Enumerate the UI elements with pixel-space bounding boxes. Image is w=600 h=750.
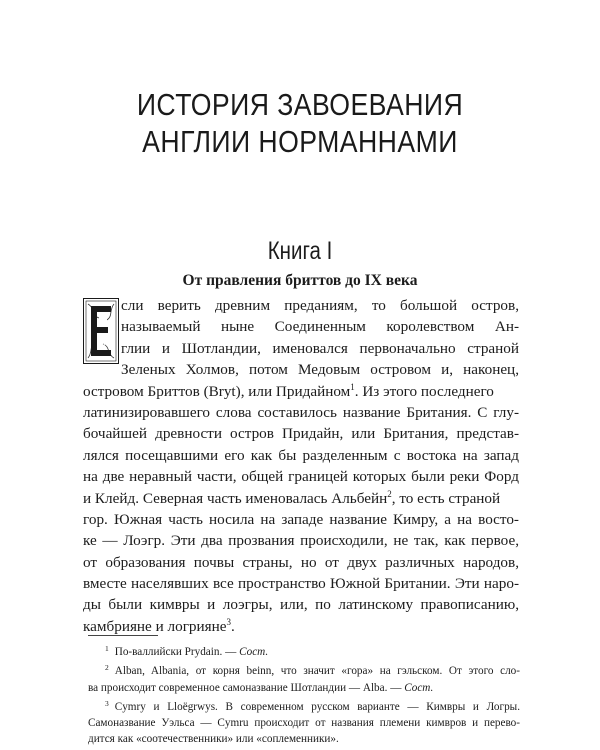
- footnote-3-cont: Самоназвание Уэльса — Cymru происходит от названия племени кимвров и перево-: [88, 717, 520, 730]
- body-line: латинизировавшего слова составилось название Британия. С глу-: [83, 403, 519, 421]
- book-subheading: От правления бриттов до IX века: [182, 272, 418, 289]
- footnote-ref: 3: [226, 616, 232, 627]
- body-line: и Клейд. Северная часть именовалась Альбейн$^2$, то есть страной: [83, 488, 501, 507]
- footnotes: [88, 641, 520, 748]
- footnote-ref: 1: [350, 381, 355, 392]
- body-line: на две неравный части, общей границей которых были реки Форд: [83, 468, 519, 486]
- body-line: камбрияне и логрияне$^3$.: [83, 616, 235, 635]
- body-text: [83, 295, 519, 637]
- body-line: Зеленых Холмов, потом Медовым островом и, наконец,: [121, 361, 519, 379]
- chapter-title-line-1: ИСТОРИЯ ЗАВОЕВАНИЯ: [136, 87, 464, 122]
- body-line: называемый ныне Соединенным королевством Ан-: [121, 318, 519, 336]
- footnote-3-cont: дится как «соотечественники» или «соплеменники».: [88, 733, 339, 746]
- body-line: глии и Шотландии, именовался первоначально страной: [121, 339, 519, 357]
- footnote-divider: [88, 635, 158, 636]
- body-line: ке — Лоэгр. Эти два прозвания происходили, не так, как первое,: [83, 532, 519, 550]
- body-line: сли верить древним преданиям, то большой остров,: [121, 297, 519, 314]
- footnote-2-cont: ва происходит современное самоназвание Шотландии — Alba. — Сост.: [88, 681, 434, 694]
- book-heading: Книга I: [267, 237, 333, 265]
- body-line: ды были кимвры и лоэгры, или, по латинскому правописанию,: [83, 596, 519, 614]
- footnote-ref: 2: [387, 488, 392, 499]
- body-line: гор. Южная часть носила на западе название Кимру, а на восто-: [83, 510, 519, 528]
- footnote-3: $^3$ Cymry и Lloëgrwys. В современном русском варианте — Кимвры и Логры.: [105, 698, 520, 713]
- body-line: лялся посещавшими его как бы разделенным с востока на запад: [83, 446, 519, 464]
- footnote-2: $^2$ Alban, Albania, от корня beinn, что значит «гора» на гэльском. От этого сло-: [105, 663, 520, 678]
- body-line: бочайшей древности остров Придайн, или Британия, представ-: [83, 425, 519, 443]
- body-line: островом Бриттов (Bryt), или Придайном$^1$. Из этого последнего: [83, 381, 494, 400]
- body-line: от образования почвы страны, но от двух различных народов,: [83, 553, 519, 571]
- body-line: вместе населявших все пространство Южной Британии. Эти наро-: [83, 575, 519, 593]
- footnote-1: $^1$ По-валлийски Prydain. — Сост.: [105, 644, 269, 658]
- chapter-title: [42, 86, 558, 160]
- chapter-title-line-2: АНГЛИИ НОРМАННАМИ: [142, 124, 458, 159]
